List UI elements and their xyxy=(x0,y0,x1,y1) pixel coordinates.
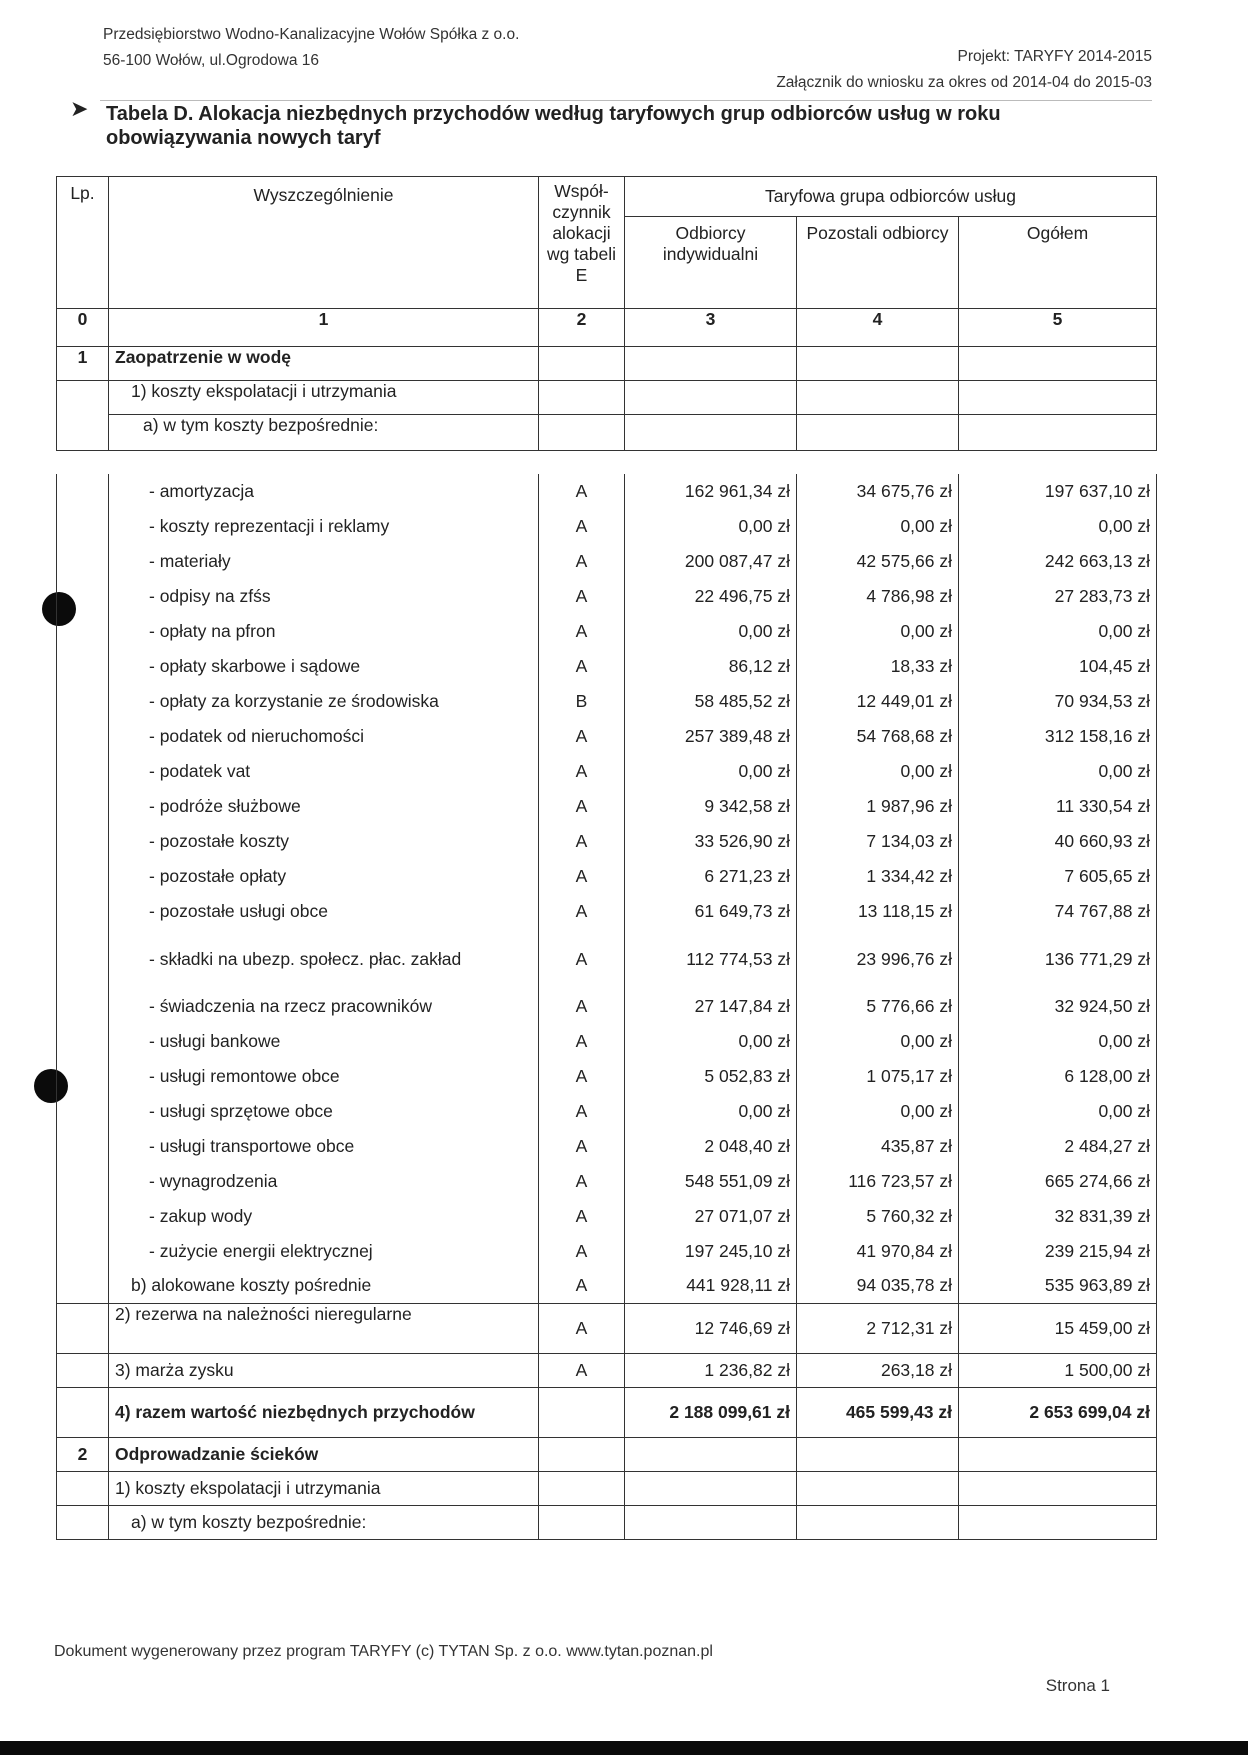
coef-cell: A xyxy=(539,649,625,684)
coef-cell: A xyxy=(539,1234,625,1269)
row-label: a) w tym koszty bezpośrednie: xyxy=(109,1505,539,1539)
row-label: - podatek od nieruchomości xyxy=(109,719,539,754)
lp-cell xyxy=(57,1129,109,1164)
table-row xyxy=(57,579,1157,614)
individual-cell: 548 551,09 zł xyxy=(625,1164,797,1199)
lp-cell xyxy=(57,929,109,989)
row-label: - odpisy na zfśs xyxy=(109,579,539,614)
total-cell: 239 215,94 zł xyxy=(959,1234,1157,1269)
others-cell: 263,18 zł xyxy=(797,1353,959,1387)
project-header xyxy=(776,44,1152,96)
coef-cell: A xyxy=(539,1094,625,1129)
row-label: - usługi remontowe obce xyxy=(109,1059,539,1094)
total-cell: 6 128,00 zł xyxy=(959,1059,1157,1094)
individual-cell: 2 188 099,61 zł xyxy=(625,1387,797,1437)
table-row xyxy=(57,719,1157,754)
individual-cell: 1 236,82 zł xyxy=(625,1353,797,1387)
individual-cell: 112 774,53 zł xyxy=(625,929,797,989)
lp-cell xyxy=(57,1234,109,1269)
lp-cell xyxy=(57,1024,109,1059)
row-label: - usługi bankowe xyxy=(109,1024,539,1059)
others-cell: 116 723,57 zł xyxy=(797,1164,959,1199)
project-name: Projekt: TARYFY 2014-2015 xyxy=(957,48,1152,65)
row-label: - usługi sprzętowe obce xyxy=(109,1094,539,1129)
row-label: - amortyzacja xyxy=(109,474,539,509)
coef-cell: A xyxy=(539,509,625,544)
total-cell: 535 963,89 zł xyxy=(959,1269,1157,1303)
others-cell: 1 075,17 zł xyxy=(797,1059,959,1094)
others-cell: 0,00 zł xyxy=(797,1094,959,1129)
coef-cell: A xyxy=(539,719,625,754)
empty-cell xyxy=(959,1437,1157,1471)
cost-items-table xyxy=(56,474,1157,1540)
table-row xyxy=(57,789,1157,824)
total-cell: 197 637,10 zł xyxy=(959,474,1157,509)
empty-cell xyxy=(797,1505,959,1539)
empty-cell xyxy=(959,1505,1157,1539)
individual-cell: 0,00 zł xyxy=(625,614,797,649)
others-cell: 12 449,01 zł xyxy=(797,684,959,719)
others-cell: 0,00 zł xyxy=(797,614,959,649)
row-label: - podróże służbowe xyxy=(109,789,539,824)
empty-cell xyxy=(797,1437,959,1471)
table-row xyxy=(57,859,1157,894)
coef-cell: A xyxy=(539,824,625,859)
table-row xyxy=(57,474,1157,509)
total-cell: 70 934,53 zł xyxy=(959,684,1157,719)
coef-cell: A xyxy=(539,929,625,989)
individual-cell: 197 245,10 zł xyxy=(625,1234,797,1269)
attachment-period: Załącznik do wniosku za okres od 2014-04 do 2015-03 xyxy=(776,74,1152,91)
section-name: Zaopatrzenie w wodę xyxy=(109,347,539,381)
header-group: Taryfowa grupa odbiorców usług xyxy=(625,177,1157,217)
others-cell: 0,00 zł xyxy=(797,1024,959,1059)
col-number: 4 xyxy=(797,309,959,347)
lp-cell xyxy=(57,614,109,649)
others-cell: 13 118,15 zł xyxy=(797,894,959,929)
total-cell: 0,00 zł xyxy=(959,1094,1157,1129)
table-row xyxy=(57,754,1157,789)
total-cell: 0,00 zł xyxy=(959,754,1157,789)
coef-cell: A xyxy=(539,544,625,579)
footer-generated: Dokument wygenerowany przez program TARYFY (c) TYTAN Sp. z o.o. www.tytan.poznan.pl xyxy=(54,1643,713,1660)
individual-cell: 200 087,47 zł xyxy=(625,544,797,579)
row-label: - wynagrodzenia xyxy=(109,1164,539,1199)
others-cell: 465 599,43 zł xyxy=(797,1387,959,1437)
row-label: - pozostałe opłaty xyxy=(109,859,539,894)
table-row xyxy=(57,1234,1157,1269)
header-coef: Współ-czynnik alokacji wg tabeli E xyxy=(539,177,625,309)
individual-cell: 257 389,48 zł xyxy=(625,719,797,754)
coef-cell: A xyxy=(539,474,625,509)
col-number: 0 xyxy=(57,309,109,347)
total-cell: 0,00 zł xyxy=(959,1024,1157,1059)
section-name: Odprowadzanie ścieków xyxy=(109,1437,539,1471)
empty-cell xyxy=(797,1471,959,1505)
total-cell: 0,00 zł xyxy=(959,614,1157,649)
total-cell: 2 484,27 zł xyxy=(959,1129,1157,1164)
row-label: - usługi transportowe obce xyxy=(109,1129,539,1164)
lp-cell xyxy=(57,824,109,859)
lp-cell xyxy=(57,754,109,789)
lp-cell xyxy=(57,649,109,684)
total-cell: 11 330,54 zł xyxy=(959,789,1157,824)
total-cell: 7 605,65 zł xyxy=(959,859,1157,894)
table-row xyxy=(57,509,1157,544)
others-cell: 54 768,68 zł xyxy=(797,719,959,754)
col-number: 1 xyxy=(109,309,539,347)
lp-cell xyxy=(57,474,109,509)
empty-cell xyxy=(625,1471,797,1505)
empty-cell xyxy=(539,1471,625,1505)
lp-cell xyxy=(57,1164,109,1199)
table-row xyxy=(57,1094,1157,1129)
lp-cell xyxy=(57,579,109,614)
others-cell: 7 134,03 zł xyxy=(797,824,959,859)
others-cell: 435,87 zł xyxy=(797,1129,959,1164)
table-row xyxy=(57,1387,1157,1437)
table-row xyxy=(57,824,1157,859)
total-cell: 32 924,50 zł xyxy=(959,989,1157,1024)
row-label: - opłaty za korzystanie ze środowiska xyxy=(109,684,539,719)
empty-cell xyxy=(959,1471,1157,1505)
coef-cell xyxy=(539,1387,625,1437)
others-cell: 0,00 zł xyxy=(797,509,959,544)
row-label: - koszty reprezentacji i reklamy xyxy=(109,509,539,544)
table-row xyxy=(57,415,1157,451)
lp-cell xyxy=(57,1505,109,1539)
company-header xyxy=(103,22,519,74)
header-spec: Wyszczególnienie xyxy=(109,177,539,309)
table-row xyxy=(57,649,1157,684)
individual-cell: 0,00 zł xyxy=(625,1094,797,1129)
table-row xyxy=(57,1353,1157,1387)
lp-cell xyxy=(57,1199,109,1234)
individual-cell: 61 649,73 zł xyxy=(625,894,797,929)
empty-cell xyxy=(539,1437,625,1471)
lp-cell xyxy=(57,1387,109,1437)
row-label: - pozostałe koszty xyxy=(109,824,539,859)
individual-cell: 27 147,84 zł xyxy=(625,989,797,1024)
section-row xyxy=(57,347,1157,381)
table-row xyxy=(57,989,1157,1024)
coef-cell: A xyxy=(539,1269,625,1303)
table-row xyxy=(57,1303,1157,1353)
individual-cell: 6 271,23 zł xyxy=(625,859,797,894)
total-cell: 15 459,00 zł xyxy=(959,1303,1157,1353)
coef-cell: A xyxy=(539,1353,625,1387)
individual-cell: 441 928,11 zł xyxy=(625,1269,797,1303)
coef-cell: A xyxy=(539,1024,625,1059)
coef-cell: B xyxy=(539,684,625,719)
others-cell: 41 970,84 zł xyxy=(797,1234,959,1269)
coef-cell: A xyxy=(539,789,625,824)
total-cell: 40 660,93 zł xyxy=(959,824,1157,859)
row-label: - materiały xyxy=(109,544,539,579)
header-lp: Lp. xyxy=(57,177,109,309)
scan-edge xyxy=(0,1741,1248,1755)
table-row xyxy=(57,1059,1157,1094)
coef-cell: A xyxy=(539,1129,625,1164)
coef-cell: A xyxy=(539,579,625,614)
coef-cell: A xyxy=(539,614,625,649)
page-number: Strona 1 xyxy=(1045,1676,1110,1695)
lp-cell xyxy=(57,719,109,754)
others-cell: 5 776,66 zł xyxy=(797,989,959,1024)
individual-cell: 0,00 zł xyxy=(625,1024,797,1059)
table-row xyxy=(57,614,1157,649)
col-number: 2 xyxy=(539,309,625,347)
col-number: 5 xyxy=(959,309,1157,347)
coef-cell: A xyxy=(539,859,625,894)
table-title: Tabela D. Alokacja niezbędnych przychodów według taryfowych grup odbiorców usług w roku obowiązywania nowych taryf xyxy=(106,103,1001,149)
total-cell: 1 500,00 zł xyxy=(959,1353,1157,1387)
table-row xyxy=(57,1024,1157,1059)
header-others: Pozostali odbiorcy xyxy=(797,217,959,309)
lp-cell xyxy=(57,789,109,824)
row-label: - składki na ubezp. społecz. płac. zakład xyxy=(109,929,539,989)
total-cell: 665 274,66 zł xyxy=(959,1164,1157,1199)
coef-cell: A xyxy=(539,754,625,789)
table-row xyxy=(57,929,1157,989)
section-number: 1 xyxy=(57,347,109,381)
arrow-marker-icon: ➤ xyxy=(70,96,89,121)
header-divider xyxy=(100,100,1152,101)
lp-cell xyxy=(57,894,109,929)
lp-cell xyxy=(57,1353,109,1387)
total-cell: 312 158,16 zł xyxy=(959,719,1157,754)
others-cell: 34 675,76 zł xyxy=(797,474,959,509)
others-cell: 5 760,32 zł xyxy=(797,1199,959,1234)
col-number: 3 xyxy=(625,309,797,347)
individual-cell: 22 496,75 zł xyxy=(625,579,797,614)
individual-cell: 12 746,69 zł xyxy=(625,1303,797,1353)
row-label: 1) koszty ekspolatacji i utrzymania xyxy=(109,1471,539,1505)
coef-cell: A xyxy=(539,894,625,929)
row-label: - pozostałe usługi obce xyxy=(109,894,539,929)
others-cell: 4 786,98 zł xyxy=(797,579,959,614)
row-label: a) w tym koszty bezpośrednie: xyxy=(109,415,539,451)
table-row xyxy=(57,1505,1157,1539)
company-name: Przedsiębiorstwo Wodno-Kanalizacyjne Wołów Spółka z o.o. xyxy=(103,26,520,43)
table-row xyxy=(57,1199,1157,1234)
empty-cell xyxy=(625,1437,797,1471)
table-row xyxy=(57,1471,1157,1505)
table-row xyxy=(57,684,1157,719)
total-cell: 2 653 699,04 zł xyxy=(959,1387,1157,1437)
others-cell: 18,33 zł xyxy=(797,649,959,684)
lp-cell xyxy=(57,1094,109,1129)
lp-cell xyxy=(57,859,109,894)
others-cell: 2 712,31 zł xyxy=(797,1303,959,1353)
total-cell: 27 283,73 zł xyxy=(959,579,1157,614)
others-cell: 1 334,42 zł xyxy=(797,859,959,894)
others-cell: 0,00 zł xyxy=(797,754,959,789)
column-numbers-row xyxy=(57,309,1157,347)
table-row xyxy=(57,1129,1157,1164)
others-cell: 42 575,66 zł xyxy=(797,544,959,579)
coef-cell: A xyxy=(539,1059,625,1094)
coef-cell: A xyxy=(539,1164,625,1199)
row-label: 2) rezerwa na należności nieregularne xyxy=(109,1303,539,1353)
row-label: - zużycie energii elektrycznej xyxy=(109,1234,539,1269)
table-row xyxy=(57,1164,1157,1199)
table-row xyxy=(57,1269,1157,1303)
table-row xyxy=(57,894,1157,929)
lp-cell xyxy=(57,684,109,719)
company-address: 56-100 Wołów, ul.Ogrodowa 16 xyxy=(103,52,319,69)
row-label: 3) marża zysku xyxy=(109,1353,539,1387)
individual-cell: 0,00 zł xyxy=(625,509,797,544)
individual-cell: 5 052,83 zł xyxy=(625,1059,797,1094)
coef-cell: A xyxy=(539,989,625,1024)
lp-cell xyxy=(57,989,109,1024)
total-cell: 0,00 zł xyxy=(959,509,1157,544)
others-cell: 1 987,96 zł xyxy=(797,789,959,824)
lp-cell xyxy=(57,1269,109,1303)
total-cell: 242 663,13 zł xyxy=(959,544,1157,579)
total-cell: 136 771,29 zł xyxy=(959,929,1157,989)
coef-cell: A xyxy=(539,1303,625,1353)
allocation-table xyxy=(56,176,1157,451)
table-row xyxy=(57,544,1157,579)
individual-cell: 0,00 zł xyxy=(625,754,797,789)
total-cell: 74 767,88 zł xyxy=(959,894,1157,929)
total-cell: 104,45 zł xyxy=(959,649,1157,684)
row-label: - opłaty na pfron xyxy=(109,614,539,649)
individual-cell: 2 048,40 zł xyxy=(625,1129,797,1164)
individual-cell: 9 342,58 zł xyxy=(625,789,797,824)
row-label: - świadczenia na rzecz pracowników xyxy=(109,989,539,1024)
lp-cell xyxy=(57,1471,109,1505)
individual-cell: 33 526,90 zł xyxy=(625,824,797,859)
lp-cell xyxy=(57,544,109,579)
coef-cell: A xyxy=(539,1199,625,1234)
row-label: - zakup wody xyxy=(109,1199,539,1234)
row-label: 1) koszty ekspolatacji i utrzymania xyxy=(109,381,539,415)
row-label: - podatek vat xyxy=(109,754,539,789)
others-cell: 94 035,78 zł xyxy=(797,1269,959,1303)
lp-cell xyxy=(57,1059,109,1094)
table-row xyxy=(57,381,1157,415)
total-cell: 32 831,39 zł xyxy=(959,1199,1157,1234)
header-total: Ogółem xyxy=(959,217,1157,309)
row-label: 4) razem wartość niezbędnych przychodów xyxy=(109,1387,539,1437)
others-cell: 23 996,76 zł xyxy=(797,929,959,989)
row-label: b) alokowane koszty pośrednie xyxy=(109,1269,539,1303)
individual-cell: 86,12 zł xyxy=(625,649,797,684)
individual-cell: 27 071,07 zł xyxy=(625,1199,797,1234)
lp-cell xyxy=(57,509,109,544)
lp-cell xyxy=(57,1303,109,1353)
individual-cell: 162 961,34 zł xyxy=(625,474,797,509)
individual-cell: 58 485,52 zł xyxy=(625,684,797,719)
empty-cell xyxy=(625,1505,797,1539)
section-number: 2 xyxy=(57,1437,109,1471)
row-label: - opłaty skarbowe i sądowe xyxy=(109,649,539,684)
section-row xyxy=(57,1437,1157,1471)
header-individual: Odbiorcy indywidualni xyxy=(625,217,797,309)
empty-cell xyxy=(539,1505,625,1539)
